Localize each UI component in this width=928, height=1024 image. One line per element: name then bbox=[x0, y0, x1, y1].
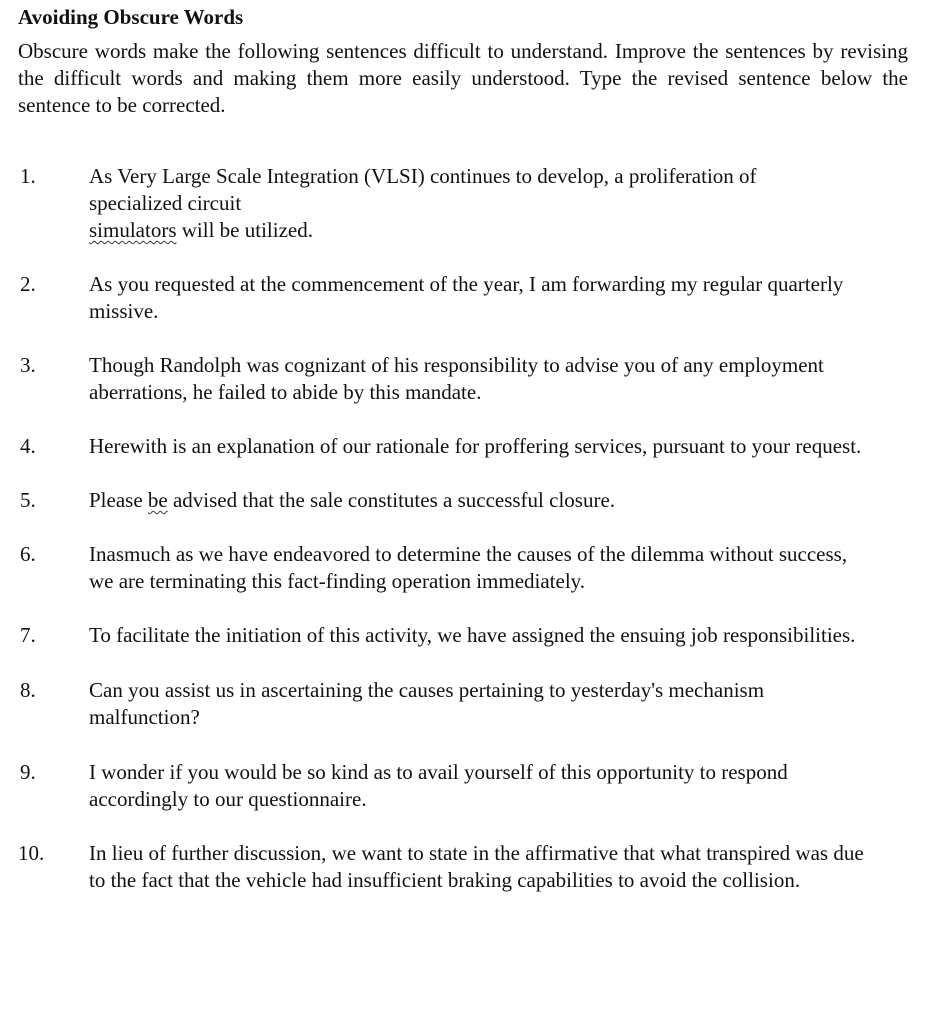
list-item-1 bbox=[18, 163, 908, 244]
item-number: 1. bbox=[20, 164, 36, 188]
list-item-9 bbox=[18, 759, 908, 813]
item-sentence: Though Randolph was cognizant of his responsibility to advise you of any employment aberrations, he failed to abide by this mandate. bbox=[89, 353, 824, 404]
list-item-7 bbox=[18, 622, 908, 649]
item-number: 7. bbox=[20, 623, 36, 647]
list-item-3 bbox=[18, 352, 908, 406]
list-item-5 bbox=[18, 487, 908, 514]
item-sentence: Herewith is an explanation of our rationale for proffering services, pursuant to your request. bbox=[89, 434, 862, 458]
item-sentence: Inasmuch as we have endeavored to determine the causes of the dilemma without success, we are terminating this fact-finding operation immediately. bbox=[89, 542, 848, 593]
sentence-line-2: specialized circuit bbox=[89, 191, 242, 215]
item-number: 9. bbox=[20, 760, 36, 784]
item-sentence: As you requested at the commencement of the year, I am forwarding my regular quarterly missive. bbox=[89, 272, 844, 323]
item-sentence: I wonder if you would be so kind as to avail yourself of this opportunity to respond accordingly to our questionnaire. bbox=[89, 760, 788, 811]
item-number: 8. bbox=[20, 678, 36, 702]
list-item-2 bbox=[18, 271, 908, 325]
list-item-6 bbox=[18, 541, 908, 595]
item-sentence: To facilitate the initiation of this activity, we have assigned the ensuing job responsibilities. bbox=[89, 623, 856, 647]
item-sentence: Can you assist us in ascertaining the causes pertaining to yesterday's mechanism malfunction? bbox=[89, 678, 765, 729]
item-number: 2. bbox=[20, 272, 36, 296]
item-sentence: In lieu of further discussion, we want to state in the affirmative that what transpired was due to the fact that the vehicle had insufficient braking capabilities to avoid the collision. bbox=[89, 841, 864, 892]
list-item-10 bbox=[18, 840, 908, 894]
sentence-part: advised that the sale constitutes a successful closure. bbox=[167, 488, 616, 512]
sentence-part: Please bbox=[89, 488, 148, 512]
spellcheck-flagged-word: be bbox=[147, 488, 168, 512]
instructions-paragraph: Obscure words make the following sentences difficult to understand. Improve the sentences by revising the difficult words and making them more easily understood. Type the revised sentence below the sentence to be corrected. bbox=[18, 39, 908, 117]
sentence-list bbox=[18, 163, 908, 894]
document-title: Avoiding Obscure Words bbox=[18, 5, 244, 29]
item-number: 6. bbox=[20, 542, 36, 566]
item-number: 5. bbox=[20, 488, 36, 512]
list-item-8 bbox=[18, 677, 908, 731]
sentence-line-3: will be utilized. bbox=[176, 218, 313, 242]
list-item-4 bbox=[18, 433, 908, 460]
item-sentence bbox=[89, 487, 869, 514]
item-number: 3. bbox=[20, 353, 36, 377]
spellcheck-flagged-word: simulators bbox=[89, 218, 177, 242]
item-sentence bbox=[89, 163, 869, 244]
item-number: 4. bbox=[20, 434, 36, 458]
sentence-line-1: As Very Large Scale Integration (VLSI) continues to develop, a proliferation of bbox=[89, 164, 757, 188]
item-number: 10. bbox=[18, 841, 45, 865]
